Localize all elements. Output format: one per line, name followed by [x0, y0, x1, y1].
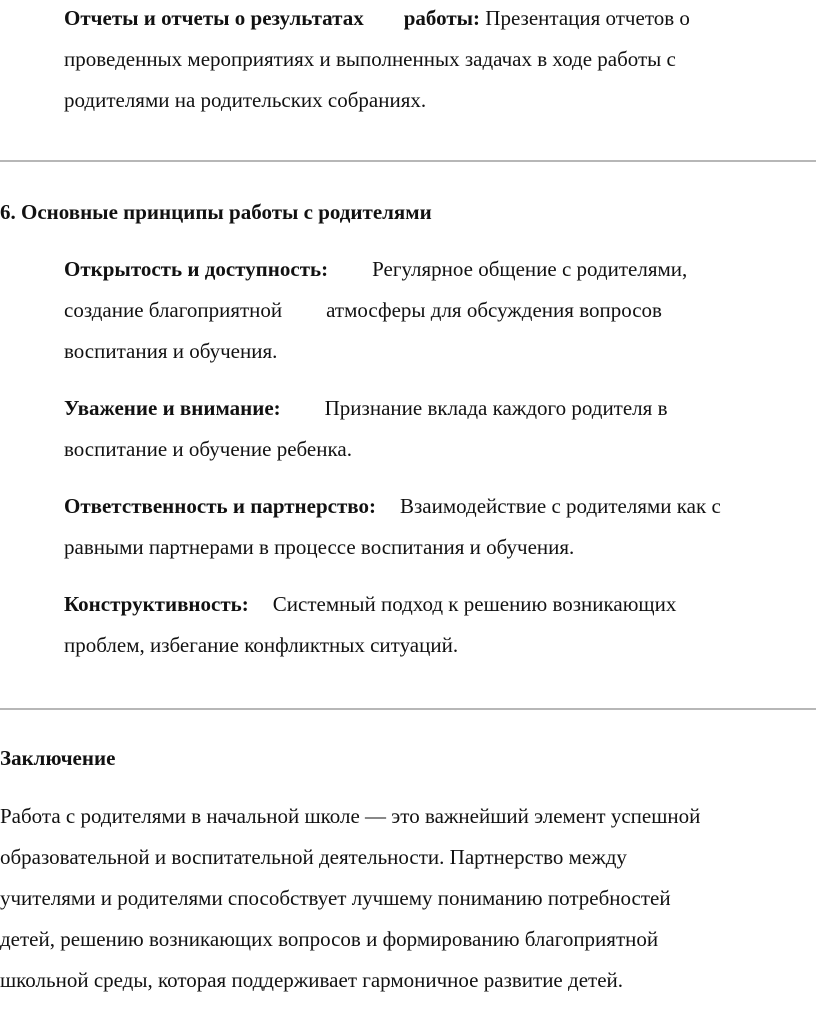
principle-text: Системный подход к решению возникающих	[272, 592, 677, 616]
principle-text: равными партнерами в процессе воспитания и обучения.	[64, 535, 575, 559]
principle-respect	[64, 388, 816, 470]
conclusion-paragraph	[0, 796, 816, 1001]
principle-label: Ответственность и партнерство:	[64, 494, 376, 518]
principle-responsibility	[64, 486, 816, 568]
conclusion-heading: Заключение	[0, 746, 116, 770]
principle-text: Признание вклада каждого родителя в	[324, 396, 668, 420]
principle-text: проблем, избегание конфликтных ситуаций.	[64, 633, 459, 657]
principle-line	[64, 388, 816, 429]
conclusion-line: учителями и родителями способствует лучшему пониманию потребностей	[0, 886, 671, 910]
principle-label: Уважение и внимание:	[64, 396, 281, 420]
principle-openness	[64, 249, 816, 372]
reports-line-2: проведенных мероприятиях и выполненных задачах в ходе работы с	[64, 47, 676, 71]
reports-label-part2: работы:	[403, 6, 481, 30]
section-heading: 6. Основные принципы работы с родителями	[0, 200, 432, 224]
principle-line	[64, 584, 816, 625]
principle-text: воспитания и обучения.	[64, 339, 278, 363]
principle-label: Открытость и доступность:	[64, 257, 329, 281]
principle-text: Взаимодействие с родителями как с	[399, 494, 721, 518]
section-divider	[0, 160, 816, 162]
principle-line	[64, 249, 816, 290]
principle-text: Регулярное общение с родителями,	[372, 257, 688, 281]
reports-line-3: родителями на родительских собраниях.	[64, 88, 427, 112]
conclusion-line: образовательной и воспитательной деятельности. Партнерство между	[0, 845, 627, 869]
reports-text-line-1: Презентация отчетов о	[485, 6, 690, 30]
reports-label-part1: Отчеты и отчеты о результатах	[64, 6, 364, 30]
conclusion-line: детей, решению возникающих вопросов и формированию благоприятной	[0, 927, 659, 951]
principle-text: создание благоприятной	[64, 298, 283, 322]
principle-line	[64, 486, 816, 527]
principle-constructiveness	[64, 584, 816, 666]
conclusion-line: школьной среды, которая поддерживает гармоничное развитие детей.	[0, 968, 623, 992]
reports-line-1	[64, 0, 816, 39]
reports-paragraph	[64, 0, 816, 121]
conclusion-line: Работа с родителями в начальной школе — это важнейший элемент успешной	[0, 804, 701, 828]
principle-label: Конструктивность:	[64, 592, 249, 616]
principle-text: атмосферы для обсуждения вопросов	[326, 298, 662, 322]
principle-text: воспитание и обучение ребенка.	[64, 437, 352, 461]
section-divider	[0, 708, 816, 710]
principle-line	[64, 290, 816, 331]
